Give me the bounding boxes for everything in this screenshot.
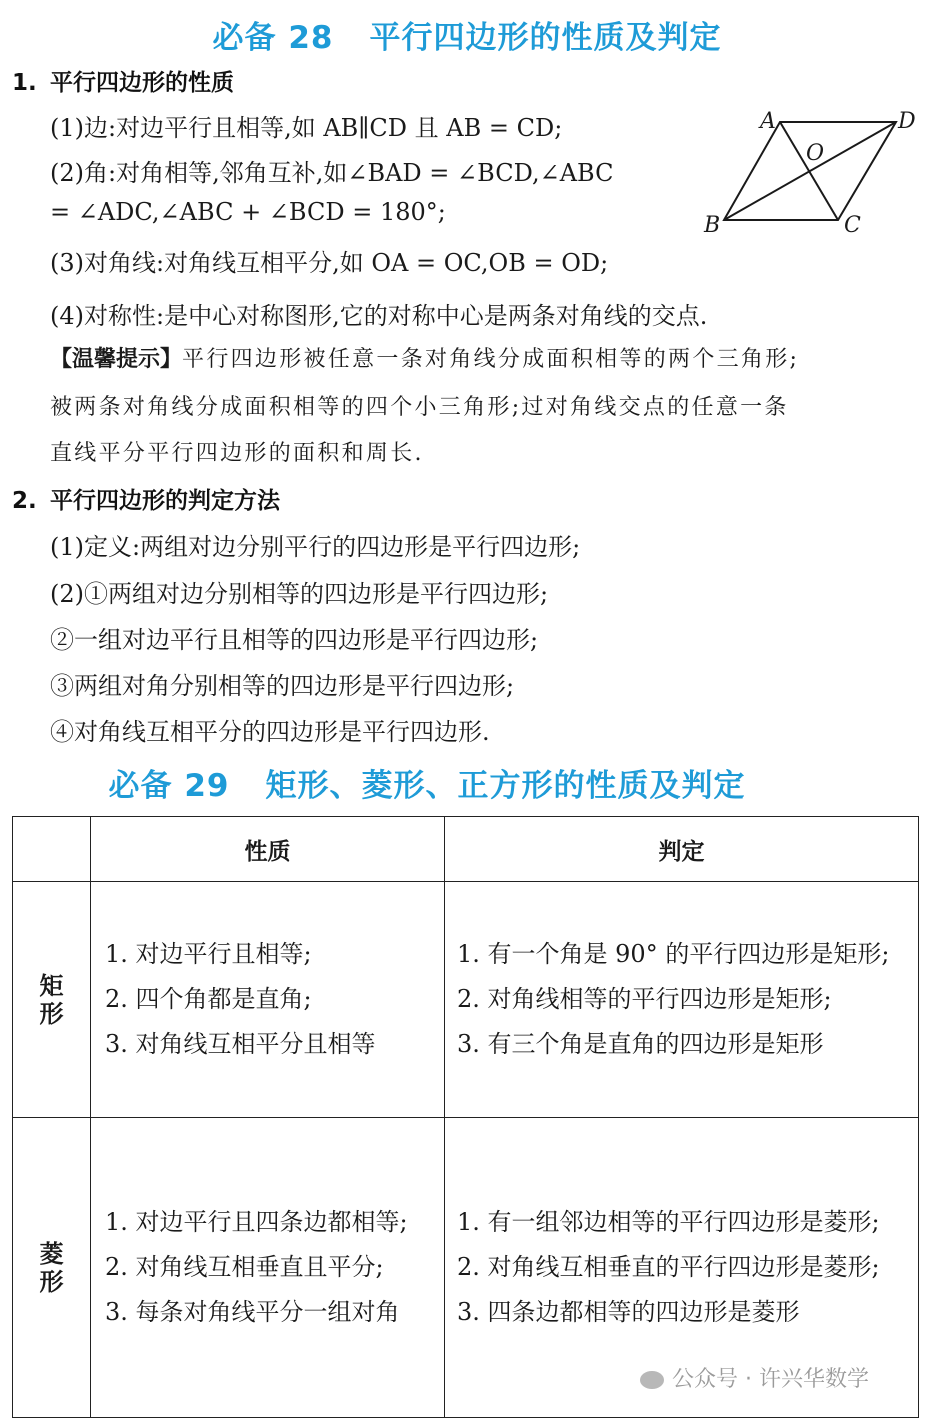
- watermark: 公众号 · 许兴华数学: [640, 1362, 869, 1393]
- judgement-line: (1)定义:两组对边分别平行的四边形是平行四边形;: [50, 533, 581, 561]
- judgement-line: ③两组对角分别相等的四边形是平行四边形;: [50, 672, 515, 700]
- tip-label: 【温馨提示】: [50, 347, 183, 372]
- table-header-row: [13, 817, 919, 882]
- property-line: (3)对角线:对角线互相平分,如 OA = OC,OB = OD;: [50, 249, 609, 277]
- section-title: 平行四边形的性质及判定: [369, 20, 722, 56]
- property-line: = ∠ADC,∠ABC + ∠BCD = 180°;: [50, 198, 446, 226]
- label-d: D: [898, 109, 916, 134]
- header-judgement: 判定: [445, 817, 919, 882]
- list-item: 2. 对角线相等的平行四边形是矩形;: [457, 985, 832, 1013]
- property-line: (4)对称性:是中心对称图形,它的对称中心是两条对角线的交点.: [50, 302, 708, 330]
- table-row: [13, 882, 919, 1118]
- section-28-heading: [0, 12, 934, 57]
- parallelogram-diagram: [700, 100, 930, 240]
- part-1-title: 1. 平行四边形的性质: [12, 70, 234, 96]
- judgement-line: ④对角线互相平分的四边形是平行四边形.: [50, 718, 490, 746]
- section-number: 必备 29: [108, 768, 230, 804]
- comparison-table: [12, 816, 919, 1418]
- label-b: B: [704, 213, 721, 238]
- row-head-rhombus: 菱 形: [13, 1118, 91, 1418]
- list-item: 1. 对边平行且相等;: [105, 940, 312, 968]
- judgement-line: (2)①两组对边分别相等的四边形是平行四边形;: [50, 580, 549, 608]
- list-item: 3. 有三个角是直角的四边形是矩形: [457, 1030, 824, 1058]
- label-c: C: [844, 213, 861, 238]
- header-properties: 性质: [91, 817, 445, 882]
- part-2-title: 2. 平行四边形的判定方法: [12, 488, 280, 514]
- tip-line: 被两条对角线分成面积相等的四个小三角形;过对角线交点的任意一条: [50, 395, 789, 420]
- list-item: 1. 有一组邻边相等的平行四边形是菱形;: [457, 1208, 880, 1236]
- property-line: (2)角:对角相等,邻角互补,如∠BAD = ∠BCD,∠ABC: [50, 159, 614, 187]
- section-number: 必备 28: [212, 20, 334, 56]
- row-head-rectangle: 矩 形: [13, 882, 91, 1118]
- section-29-heading: [0, 760, 894, 805]
- list-item: 3. 每条对角线平分一组对角: [105, 1298, 400, 1326]
- property-line: (1)边:对边平行且相等,如 AB∥CD 且 AB = CD;: [50, 114, 563, 142]
- tip-line: 直线平分平行四边形的面积和周长.: [50, 441, 424, 466]
- label-o: O: [806, 141, 825, 166]
- judgement-cell: [445, 882, 919, 1118]
- judgement-line: ②一组对边平行且相等的四边形是平行四边形;: [50, 626, 539, 654]
- list-item: 3. 对角线互相平分且相等: [105, 1030, 376, 1058]
- list-item: 1. 对边平行且四条边都相等;: [105, 1208, 408, 1236]
- list-item: 3. 四条边都相等的四边形是菱形: [457, 1298, 800, 1326]
- properties-cell: [91, 882, 445, 1118]
- properties-cell: [91, 1118, 445, 1418]
- list-item: 2. 对角线互相垂直的平行四边形是菱形;: [457, 1253, 880, 1281]
- table-corner-cell: [13, 817, 91, 882]
- diagonal-bd: [724, 122, 896, 220]
- label-a: A: [760, 109, 776, 134]
- wechat-icon: [640, 1371, 664, 1389]
- list-item: 2. 四个角都是直角;: [105, 985, 312, 1013]
- section-title: 矩形、菱形、正方形的性质及判定: [265, 768, 746, 804]
- list-item: 1. 有一个角是 90° 的平行四边形是矩形;: [457, 940, 890, 968]
- tip-line: 【温馨提示】平行四边形被任意一条对角线分成面积相等的两个三角形;: [50, 347, 800, 372]
- list-item: 2. 对角线互相垂直且平分;: [105, 1253, 384, 1281]
